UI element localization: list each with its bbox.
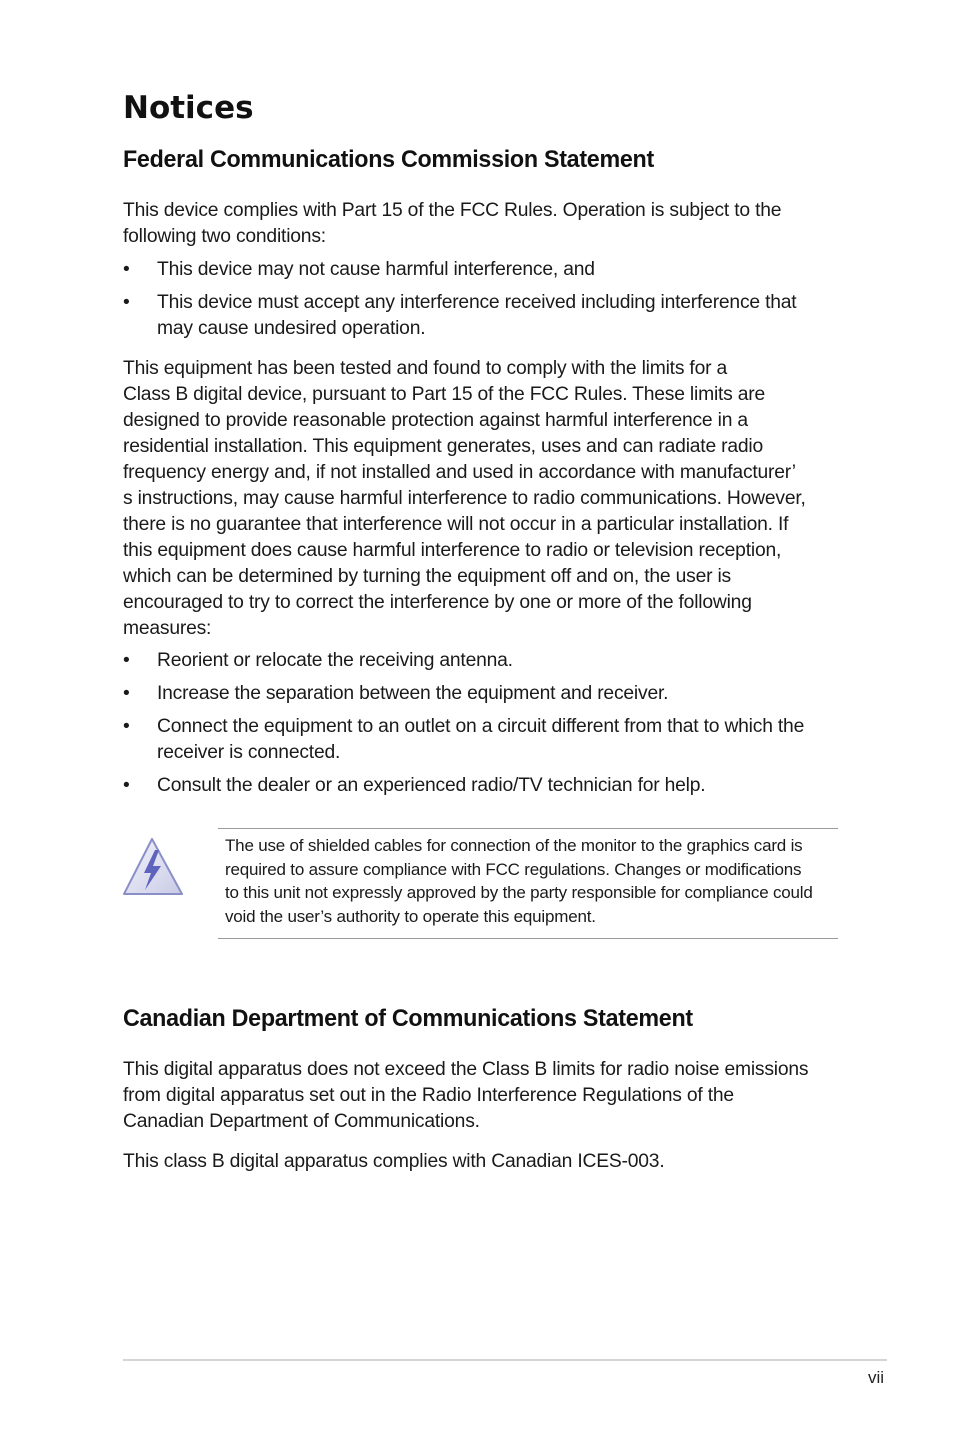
measure-text: Increase the separation between the equipment and receiver. (157, 683, 669, 704)
fcc-heading: Federal Communications Commission Statement (123, 146, 654, 173)
note-line: to this unit not expressly approved by the party responsible for compliance could (225, 883, 813, 903)
fcc-body-line: Class B digital device, pursuant to Part 15 of the FCC Rules. These limits are (123, 384, 766, 405)
canada-heading: Canadian Department of Communications Statement (123, 1005, 693, 1032)
note-line: required to assure compliance with FCC regulations. Changes or modifications (225, 859, 802, 879)
fcc-body (123, 356, 843, 642)
canada-line: This digital apparatus does not exceed the Class B limits for radio noise emissions (123, 1059, 809, 1080)
warning-lightning-icon (122, 837, 184, 897)
note-box (218, 828, 838, 939)
bullet-mark: • (123, 683, 130, 704)
bullet-mark: • (123, 775, 130, 796)
canada-para-2 (123, 1149, 843, 1175)
canada-para-1 (123, 1057, 843, 1135)
measure-text: Consult the dealer or an experienced radio/TV technician for help. (157, 775, 706, 796)
note-text (225, 834, 813, 928)
fcc-body-line: residential installation. This equipment generates, uses and can radiate radio (123, 436, 764, 457)
note-line: The use of shielded cables for connection of the monitor to the graphics card is (225, 836, 803, 855)
fcc-intro (123, 198, 843, 250)
fcc-body-line: designed to provide reasonable protection against harmful interference in a (123, 410, 748, 431)
canada-line: from digital apparatus set out in the Radio Interference Regulations of the (123, 1085, 734, 1106)
fcc-body-line: there is no guarantee that interference will not occur in a particular installation. If (123, 514, 789, 535)
fcc-body-line: s instructions, may cause harmful interference to radio communications. However, (123, 488, 806, 509)
measure-text: Connect the equipment to an outlet on a circuit different from that to which the (157, 716, 805, 737)
canada-line: Canadian Department of Communications. (123, 1111, 480, 1132)
canada-line: This class B digital apparatus complies with Canadian ICES-003. (123, 1151, 665, 1172)
measure-text: Reorient or relocate the receiving antenna. (157, 650, 513, 671)
condition-text: may cause undesired operation. (157, 318, 426, 339)
fcc-intro-line: following two conditions: (123, 226, 326, 247)
condition-text: This device must accept any interference received including interference that (157, 292, 797, 313)
bullet-mark: • (123, 716, 130, 737)
note-line: void the user’s authority to operate this equipment. (225, 906, 596, 926)
fcc-body-line: This equipment has been tested and found to comply with the limits for a (123, 358, 728, 379)
fcc-intro-line: This device complies with Part 15 of the FCC Rules. Operation is subject to the (123, 200, 782, 221)
bullet-mark: • (123, 259, 130, 280)
bullet-mark: • (123, 650, 130, 671)
fcc-body-line: frequency energy and, if not installed and used in accordance with manufacturer’ (123, 462, 796, 483)
page-title: Notices (123, 90, 254, 126)
footer-divider (123, 1359, 887, 1361)
fcc-body-line: encouraged to try to correct the interference by one or more of the following (123, 592, 752, 613)
fcc-body-line: measures: (123, 618, 212, 639)
fcc-body-line: this equipment does cause harmful interference to radio or television reception, (123, 540, 782, 561)
measure-text: receiver is connected. (157, 742, 341, 763)
page-number: vii (868, 1368, 885, 1387)
condition-text: This device may not cause harmful interference, and (157, 259, 595, 280)
fcc-body-line: which can be determined by turning the equipment off and on, the user is (123, 566, 731, 587)
bullet-mark: • (123, 292, 130, 313)
